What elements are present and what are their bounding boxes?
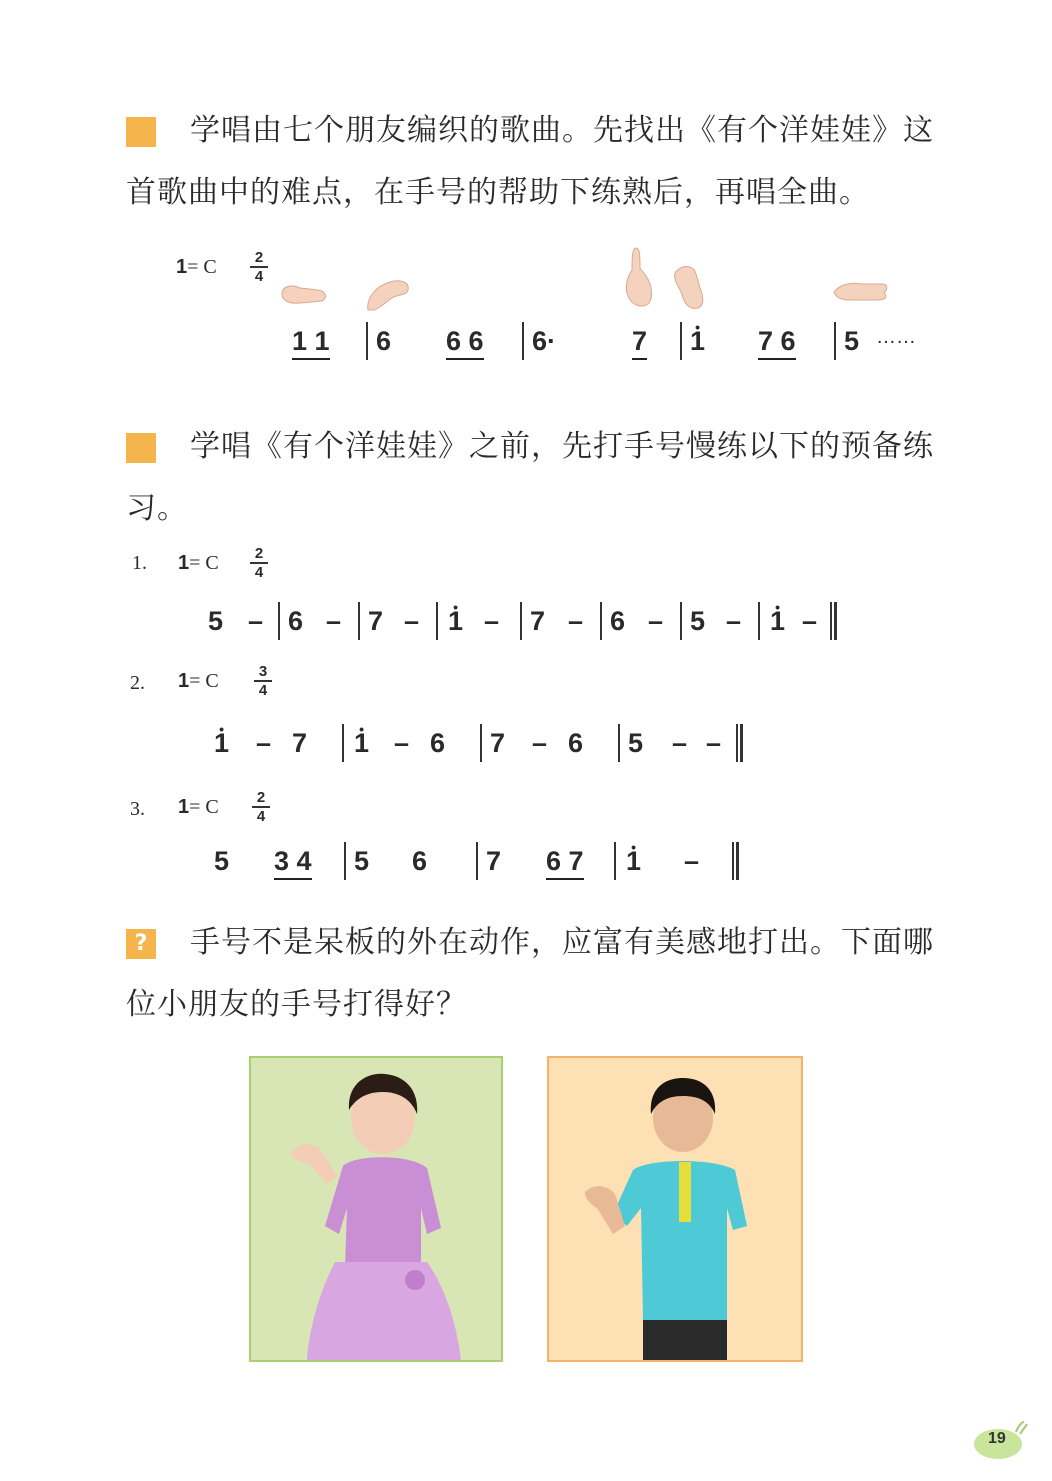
hand-sign-do-icon bbox=[278, 282, 330, 308]
boy-figure-icon bbox=[549, 1058, 801, 1360]
hand-sign-la-icon bbox=[620, 246, 660, 308]
note-group: 3 4 bbox=[274, 846, 312, 880]
note-5: 5 bbox=[844, 326, 860, 356]
dash: – bbox=[672, 728, 688, 758]
note: 7 bbox=[490, 728, 506, 758]
barline bbox=[834, 322, 836, 360]
note: 7 bbox=[530, 606, 546, 636]
note-high: • 1 bbox=[214, 728, 229, 758]
note: 6 bbox=[430, 728, 446, 758]
dash: – bbox=[394, 728, 410, 758]
note: 7 bbox=[368, 606, 384, 636]
section-3-text: 手号不是呆板的外在动作，应富有美感地打出。下面哪位小朋友的手号打得好？ bbox=[126, 925, 934, 1022]
note: 7 bbox=[486, 846, 502, 876]
barline bbox=[680, 322, 682, 360]
exercise-2-meter: 3 4 bbox=[254, 664, 272, 698]
note: 6 bbox=[412, 846, 428, 876]
note-group-6-6: 6 6 bbox=[446, 326, 484, 360]
dash: – bbox=[802, 606, 818, 636]
note: 5 bbox=[214, 846, 230, 876]
note: 5 bbox=[690, 606, 706, 636]
final-barline bbox=[732, 842, 739, 880]
hand-sign-re-icon bbox=[362, 276, 414, 312]
note-group-7-6: 7 6 bbox=[758, 326, 796, 360]
note: 6 bbox=[288, 606, 304, 636]
key-signature-main: 1= C bbox=[176, 256, 217, 278]
barline bbox=[366, 322, 368, 360]
note: 5 bbox=[628, 728, 644, 758]
exercise-number-1: 1. bbox=[132, 552, 147, 574]
barline bbox=[758, 602, 760, 640]
barline bbox=[358, 602, 360, 640]
note-high: • 1 bbox=[448, 606, 463, 636]
dash: – bbox=[248, 606, 264, 636]
note-high: • 1 bbox=[354, 728, 369, 758]
dash: – bbox=[568, 606, 584, 636]
exercise-1-meter: 2 4 bbox=[250, 546, 268, 580]
barline bbox=[614, 842, 616, 880]
barline bbox=[480, 724, 482, 762]
exercise-1-key: 1= C bbox=[178, 552, 219, 574]
dash: – bbox=[684, 846, 700, 876]
note-6: 6 bbox=[376, 326, 392, 356]
barline bbox=[520, 602, 522, 640]
exercise-2-key: 1= C bbox=[178, 670, 219, 692]
time-signature-main: 2 4 bbox=[250, 250, 268, 284]
note: 5 bbox=[354, 846, 370, 876]
barline bbox=[342, 724, 344, 762]
photo-girl-hand-sign bbox=[249, 1056, 503, 1362]
exercise-3-key: 1= C bbox=[178, 796, 219, 818]
dash: – bbox=[484, 606, 500, 636]
note: 5 bbox=[208, 606, 224, 636]
barline bbox=[476, 842, 478, 880]
dash: – bbox=[532, 728, 548, 758]
note: 6 bbox=[610, 606, 626, 636]
note-6-dotted: 6· bbox=[532, 326, 557, 356]
girl-figure-icon bbox=[251, 1058, 501, 1360]
barline bbox=[600, 602, 602, 640]
note-high: • 1 bbox=[626, 846, 641, 876]
ellipsis: …… bbox=[876, 326, 916, 348]
note-7: 7 bbox=[632, 326, 647, 360]
barline bbox=[618, 724, 620, 762]
note-high-1: • 1 bbox=[690, 326, 705, 356]
note: 7 bbox=[292, 728, 308, 758]
final-barline bbox=[736, 724, 743, 762]
barline bbox=[344, 842, 346, 880]
dash: – bbox=[326, 606, 342, 636]
note: 6 bbox=[568, 728, 584, 758]
barline bbox=[522, 322, 524, 360]
hand-sign-so-icon bbox=[832, 278, 890, 304]
dash: – bbox=[404, 606, 420, 636]
dash: – bbox=[648, 606, 664, 636]
exercise-number-3: 3. bbox=[130, 798, 145, 820]
section-1-text: 学唱由七个朋友编织的歌曲。先找出《有个洋娃娃》这首歌曲中的难点，在手号的帮助下练熟后，再唱全曲。 bbox=[126, 113, 934, 210]
question-marker: ? bbox=[126, 929, 156, 959]
barline bbox=[278, 602, 280, 640]
page-number: 19 bbox=[988, 1430, 1006, 1447]
note-group: 6 7 bbox=[546, 846, 584, 880]
section-2-text: 学唱《有个洋娃娃》之前，先打手号慢练以下的预备练习。 bbox=[126, 429, 934, 526]
dash: – bbox=[256, 728, 272, 758]
hand-sign-ti-icon bbox=[670, 264, 710, 310]
dash: – bbox=[726, 606, 742, 636]
final-barline bbox=[830, 602, 837, 640]
photo-boy-hand-sign bbox=[547, 1056, 803, 1362]
note-group-1-1: 1 1 bbox=[292, 326, 330, 360]
barline bbox=[680, 602, 682, 640]
exercise-number-2: 2. bbox=[130, 672, 145, 694]
barline bbox=[436, 602, 438, 640]
dash: – bbox=[706, 728, 722, 758]
note-high: • 1 bbox=[770, 606, 785, 636]
exercise-3-meter: 2 4 bbox=[252, 790, 270, 824]
